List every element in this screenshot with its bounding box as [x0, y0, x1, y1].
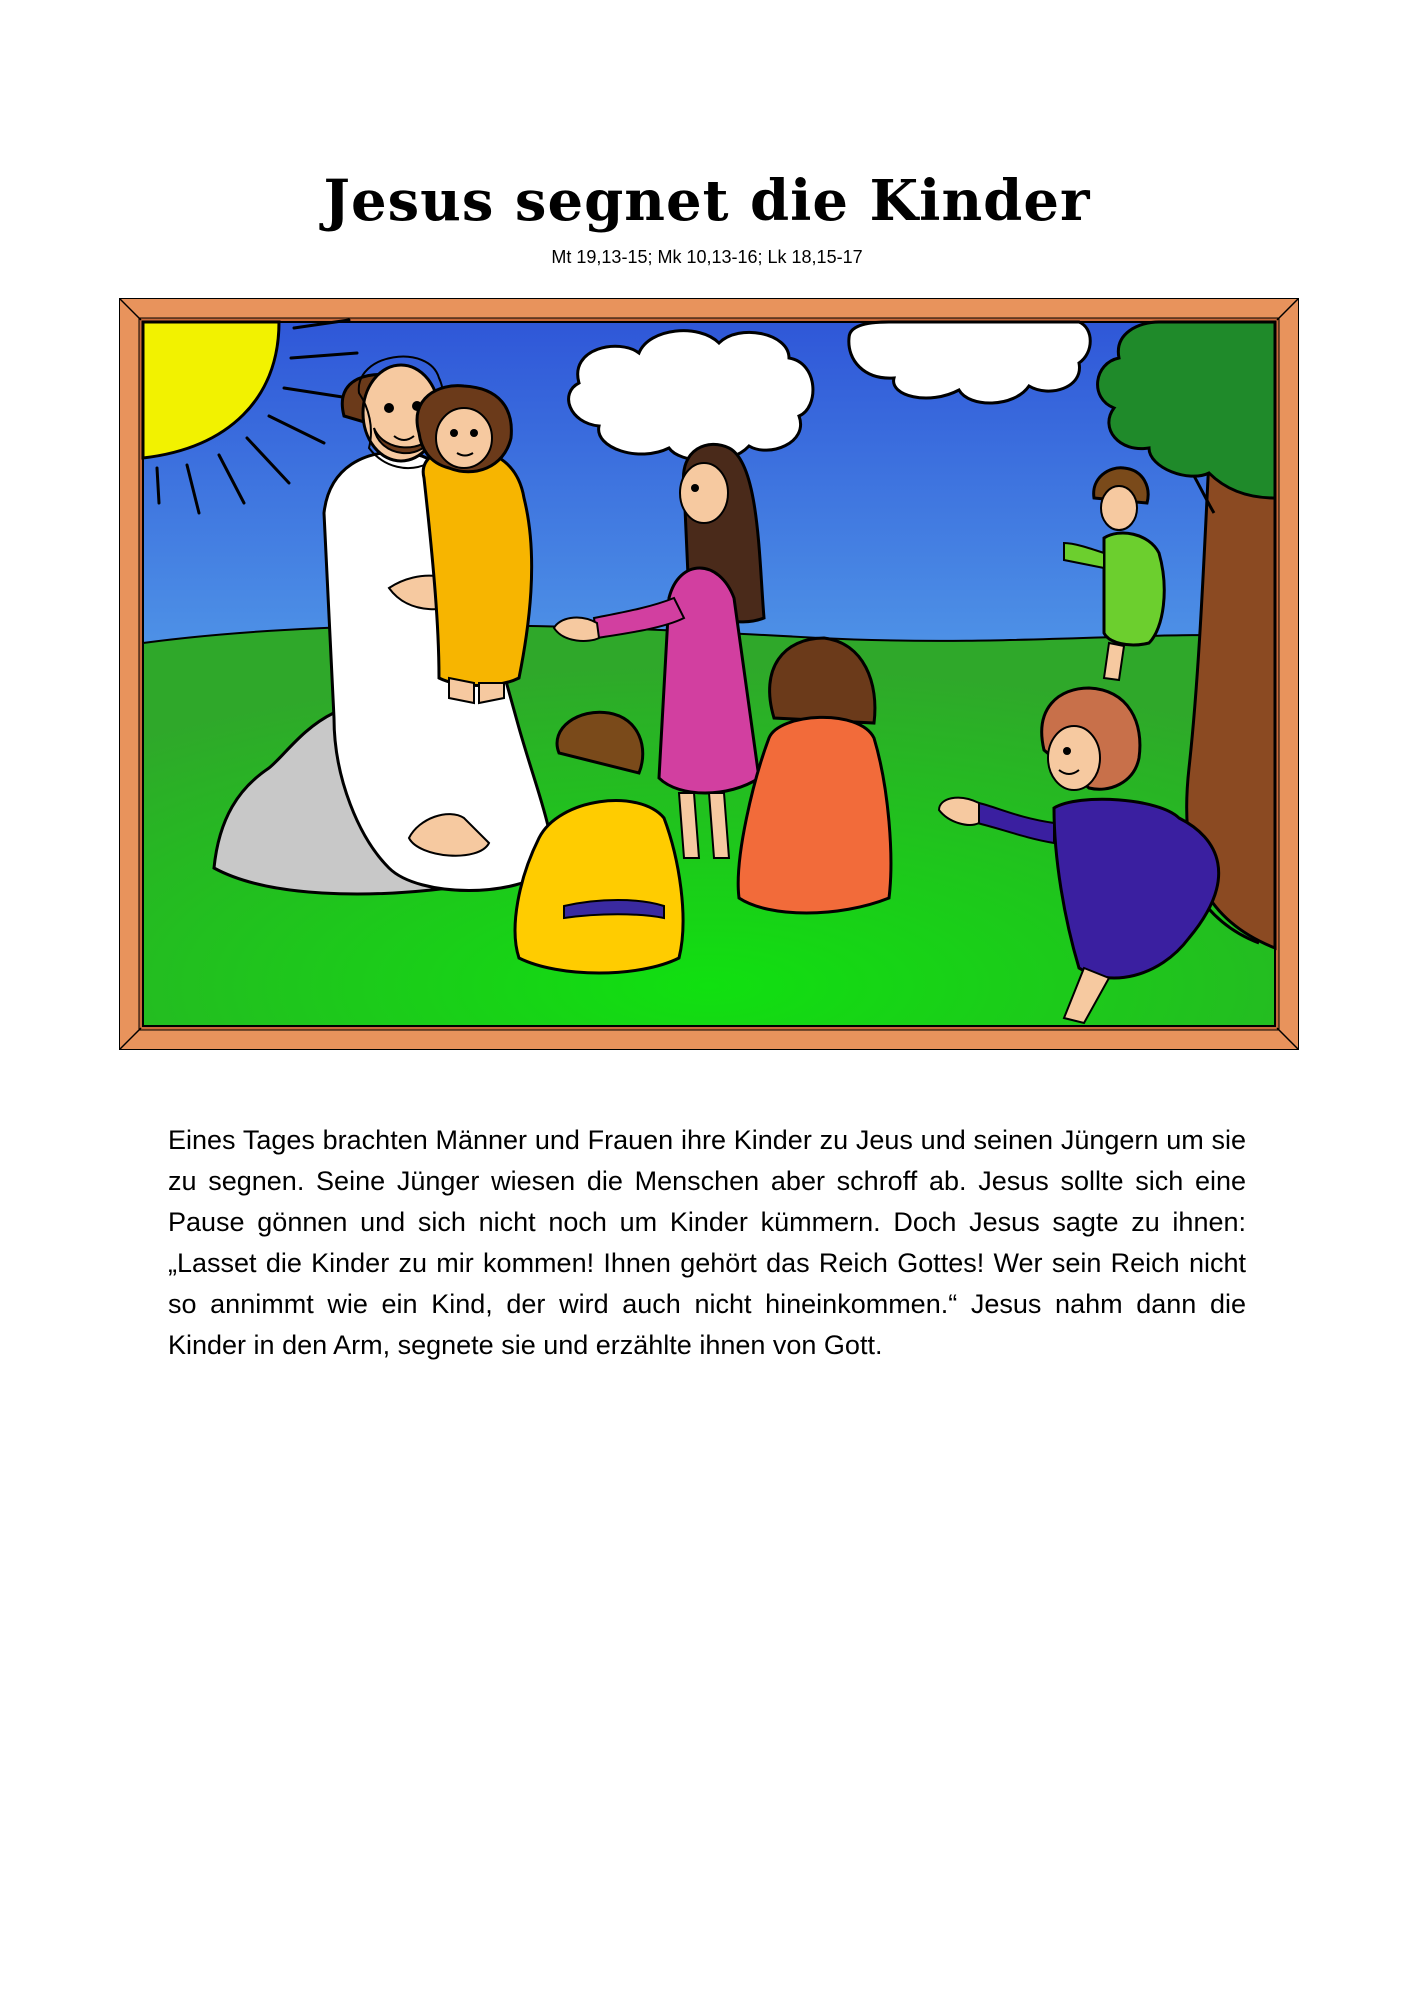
bible-reference: Mt 19,13-15; Mk 10,13-16; Lk 18,15-17 [551, 247, 863, 267]
children-blessing-illustration [119, 298, 1299, 1050]
story-text: Eines Tages brachten Männer und Frauen ihre Kinder zu Jeus und seinen Jüngern um sie zu segnen. Seine Jünger wiesen die Menschen aber schroff ab. Jesus sollte sich eine Pause gönnen und sich nicht noch um Kinder kümmern. Doch Jesus sagte zu ihnen: „Lasset die Kinder zu mir kommen! Ihnen gehört das Reich Gottes! Wer sein Reich nicht so annimmt wie ein Kind, der wird auch nicht hineinkommen.“ Jesus nahm dann die Kinder in den Arm, segnete sie und erzählte ihnen von Gott. [168, 1125, 1246, 1360]
illustration-frame [119, 298, 1299, 1050]
page-title: Jesus segnet die Kinder [323, 168, 1091, 234]
cloud-left [569, 331, 813, 461]
